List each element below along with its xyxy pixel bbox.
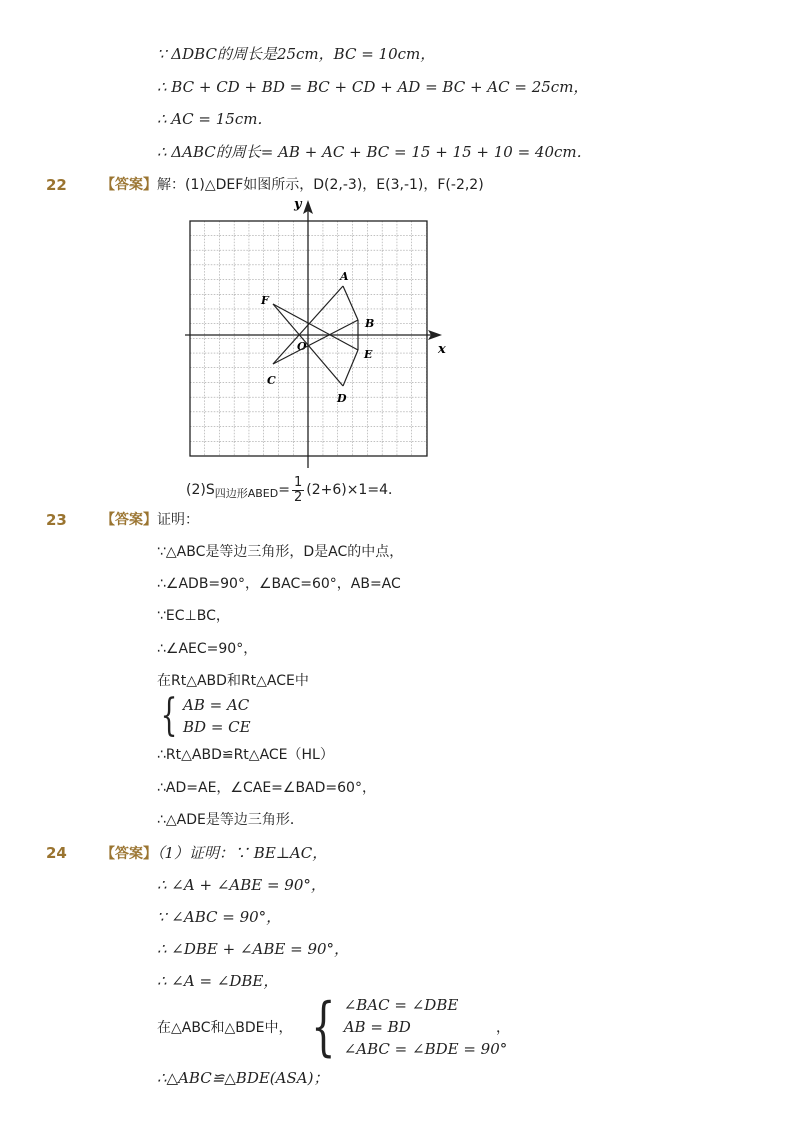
q24-line-3: ∴ ∠DBE + ∠ABE = 90°， [157,940,350,958]
q21-line-3: ∴ AC = 15cm． [157,110,273,128]
answer-label: 【答案】 [101,512,157,528]
q23-line-5: 在Rt△ABD和Rt△ACE中 [157,673,309,689]
left-brace: { [311,990,336,1064]
q22-line-2 [186,474,402,507]
system-line: ∠ABC = ∠BDE = 90° [343,1040,508,1058]
q22-answer-line [101,175,484,195]
q23-line-6: ∴Rt△ABD≌Rt△ACE（HL） [157,747,334,763]
fraction-numerator: 1 [293,474,303,490]
q24-answer-line [101,843,327,864]
q23-line-7: ∴AD=AE，∠CAE=∠BAD=60°， [157,780,376,796]
point-label-B: B [365,317,375,330]
q24-equation-system [303,990,508,1064]
fraction-denominator: 2 [293,489,303,505]
fraction [292,476,304,505]
q24-line-6: ∴△ABC≌△BDE(ASA)； [157,1069,329,1087]
q23-answer-line [101,510,199,530]
q24-head: （1）证明：∵ BE⊥AC， [157,844,328,862]
coordinate-figure [180,196,450,476]
question-number: 23 [46,511,67,529]
point-label-F: F [261,294,269,307]
x-axis-label: x [438,342,446,357]
q23-line-8: ∴△ADE是等边三角形． [157,812,304,828]
system-line: BD = CE [183,718,251,736]
system-line: AB = BD [343,1018,411,1036]
q24-line-4: ∴ ∠A = ∠DBE， [157,972,279,990]
answer-label: 【答案】 [101,177,157,193]
answer-label: 【答案】 [101,846,157,862]
system-line: AB = AC [183,696,250,714]
y-axis-label: y [294,197,302,212]
q21-line-1: ∵ ΔDBC的周长是25cm，BC = 10cm， [157,45,436,63]
point-label-E: E [364,348,373,361]
q23-line-3: ∵EC⊥BC， [157,608,230,624]
q23-head: 证明： [157,512,199,528]
origin-label: O [297,340,307,353]
point-label-D: D [337,392,347,405]
q23-line-4: ∴∠AEC=90°， [157,641,258,657]
question-number: 24 [46,844,67,862]
q24-system-comma: ， [496,1020,510,1036]
equals-sign: = [278,482,290,498]
area-expression: (2+6)×1=4． [306,482,402,498]
area-subscript: 四边形ABED [214,487,279,500]
point-label-C: C [267,374,276,387]
q24-line-2: ∵ ∠ABC = 90°， [157,908,282,926]
q22-line-1: 解：(1)△DEF如图所示，D(2,-3)，E(3,-1)，F(-2,2) [157,177,484,193]
area-symbol: (2)S [186,482,215,498]
q24-line-5-intro: 在△ABC和△BDE中， [157,1020,293,1036]
point-label-A: A [340,270,349,283]
q23-line-1: ∵△ABC是等边三角形，D是AC的中点， [157,544,404,560]
question-number: 22 [46,176,67,194]
left-brace: { [160,690,178,741]
q21-line-4: ∴ ΔABC的周长= AB + AC + BC = 15 + 15 + 10 = 40cm． [157,143,592,161]
q21-line-2: ∴ BC + CD + BD = BC + CD + AD = BC + AC = 25cm， [157,78,589,96]
q24-line-1: ∴ ∠A + ∠ABE = 90°， [157,876,326,894]
system-line: ∠BAC = ∠DBE [343,996,459,1014]
q23-equation-system [155,690,251,741]
q23-line-2: ∴∠ADB=90°，∠BAC=60°，AB=AC [157,576,401,592]
